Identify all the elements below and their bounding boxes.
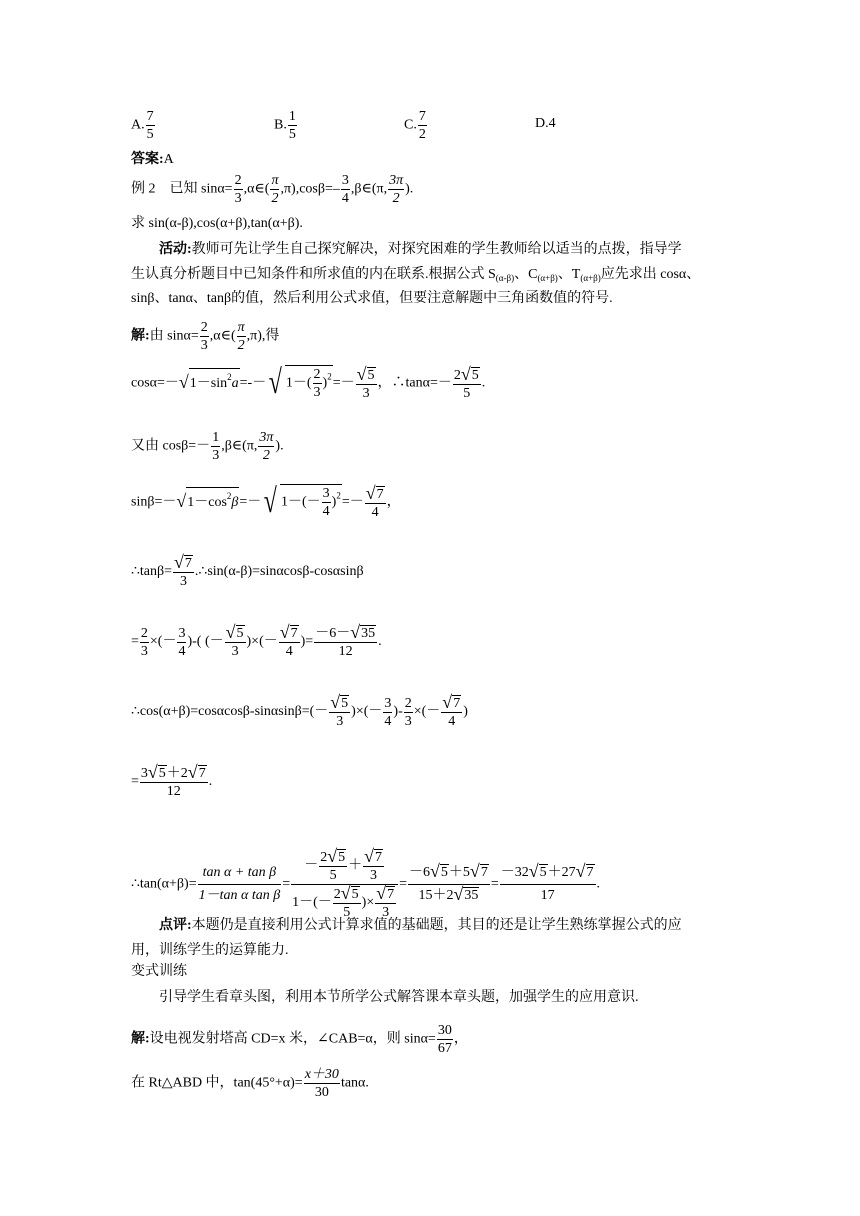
radical-sign: √ xyxy=(330,692,341,712)
text: 1－( xyxy=(285,375,312,391)
radical-sign: √ xyxy=(187,762,198,782)
radical-sign: √ xyxy=(364,846,374,866)
subscript: (α+β) xyxy=(537,273,558,283)
fraction xyxy=(333,885,361,921)
fraction xyxy=(383,695,392,730)
radical-sign: √ xyxy=(365,482,376,503)
fraction xyxy=(234,172,243,207)
text: 1－(－ xyxy=(292,895,332,911)
question-line: 求 sin(α-β),cos(α+β),tan(α+β). xyxy=(131,216,303,231)
denominator: 2 xyxy=(262,448,270,463)
fraction xyxy=(225,624,246,660)
text: ＋5 xyxy=(448,865,470,880)
denominator: 2 xyxy=(271,191,279,206)
answer-value: A xyxy=(163,152,174,167)
numerator xyxy=(225,624,246,643)
radicand: 35 xyxy=(464,888,479,903)
text: 2 xyxy=(333,887,341,902)
fraction xyxy=(211,429,220,464)
superscript: 2 xyxy=(226,490,232,501)
text: 3 xyxy=(140,766,148,781)
superscript: 2 xyxy=(227,371,232,382)
radical-sign: √ xyxy=(442,692,453,712)
text: 、C xyxy=(514,267,538,282)
text: ∴tan(α+β)= xyxy=(131,876,197,892)
denominator: 5 xyxy=(146,127,154,142)
numerator: 3π xyxy=(259,430,274,445)
denominator xyxy=(408,885,490,907)
sin-diff-calc-line xyxy=(131,624,382,660)
denominator: 4 xyxy=(371,504,379,520)
numerator: 2 xyxy=(313,367,321,382)
solution-label: 解: xyxy=(131,1031,150,1047)
radical-sign: √ xyxy=(350,622,361,642)
text: =－ xyxy=(239,494,262,510)
example2-statement xyxy=(131,172,413,207)
text: )-( (－ xyxy=(187,634,224,650)
fraction xyxy=(237,319,246,354)
numerator xyxy=(291,848,398,885)
text: 本题仍是直接利用公式计算求值的基础题，其目的还是让学生熟练掌握公式的应 xyxy=(191,918,682,933)
text: )×(－ xyxy=(246,634,278,650)
radical-sign: √ xyxy=(225,622,236,642)
text: －6 xyxy=(409,865,431,880)
text: . xyxy=(378,634,382,650)
fraction xyxy=(288,108,297,143)
fraction xyxy=(375,885,396,921)
text: )× xyxy=(361,895,375,911)
text: . xyxy=(481,375,486,391)
tan-beta-line xyxy=(131,554,364,590)
text: ×(－ xyxy=(149,634,177,650)
fraction xyxy=(270,172,279,207)
fraction xyxy=(314,624,377,660)
radicand: 35 xyxy=(361,626,376,641)
fraction xyxy=(365,482,386,521)
complex-fraction xyxy=(291,848,398,921)
activity-line-3: sinβ、tanα、tanβ的值，然后利用公式求值，但要注意解题中三角函数值的符号. xyxy=(131,291,613,306)
text: )= xyxy=(300,634,314,650)
radicand: 5 xyxy=(471,367,479,383)
text: = xyxy=(399,876,408,892)
radicand: 5 xyxy=(236,626,244,641)
fraction xyxy=(453,363,481,402)
numerator: π xyxy=(237,320,245,335)
text: ∴tanβ= xyxy=(131,564,173,580)
text: ＋2 xyxy=(166,766,188,781)
radicand: 5 xyxy=(367,367,375,383)
text: 1－(－ xyxy=(280,494,321,510)
fraction xyxy=(329,694,350,730)
denominator: 5 xyxy=(288,127,296,142)
solution-line-1 xyxy=(131,319,279,354)
radical-sign: √ xyxy=(264,482,278,520)
fraction xyxy=(258,429,274,464)
option-d: D.4 xyxy=(535,116,556,131)
radical-sign: √ xyxy=(376,883,387,903)
text: 1－sin xyxy=(189,375,228,391)
radical-sign: √ xyxy=(528,861,539,881)
text: ， xyxy=(386,494,401,510)
denominator: 3 xyxy=(362,385,370,401)
numerator xyxy=(356,363,377,385)
text: 由 sinα= xyxy=(149,328,199,344)
fraction xyxy=(319,848,347,884)
numerator: 3 xyxy=(322,486,330,501)
denominator: 3 xyxy=(140,643,148,659)
numerator: 7 xyxy=(146,109,154,124)
numerator xyxy=(173,554,194,573)
radicand xyxy=(285,365,333,401)
numerator xyxy=(333,885,361,904)
text: . xyxy=(596,876,600,892)
text: β xyxy=(231,494,239,510)
numerator xyxy=(453,363,481,385)
text: )- xyxy=(393,704,403,720)
numerator: x＋30 xyxy=(304,1067,339,1082)
numerator xyxy=(363,848,384,867)
text: ×(－ xyxy=(413,704,441,720)
fraction xyxy=(146,108,155,143)
answer-line xyxy=(131,151,174,169)
option-c-label: C. xyxy=(404,117,417,133)
text: = xyxy=(131,634,139,650)
text: － xyxy=(304,858,319,874)
variation-solution-line xyxy=(131,1022,468,1057)
radical-sign: √ xyxy=(430,861,440,881)
numerator xyxy=(500,862,596,885)
numerator: 7 xyxy=(418,109,426,124)
denominator: 4 xyxy=(285,644,293,659)
numerator: 1 xyxy=(212,430,220,445)
cos-sum-result-line xyxy=(131,764,212,800)
text: ,β∈(π, xyxy=(221,438,258,454)
radical-sign: √ xyxy=(178,371,189,392)
comment-line-2: 用，训练学生的运算能力. xyxy=(131,943,289,958)
radicand: 5 xyxy=(539,865,547,880)
text: ∴cos(α+β)=cosαcosβ-sinαsinβ=(－ xyxy=(131,704,329,720)
fraction xyxy=(304,1066,340,1101)
fraction xyxy=(408,862,490,907)
fraction xyxy=(418,108,427,143)
denominator: 3 xyxy=(404,713,412,729)
numerator xyxy=(365,482,386,504)
numerator xyxy=(329,694,350,713)
radical-sign: √ xyxy=(340,883,351,903)
option-a-label: A. xyxy=(131,117,145,133)
text: =－ xyxy=(332,375,355,391)
answer-label: 答案: xyxy=(131,152,164,167)
radicand: 7 xyxy=(376,486,384,502)
radicand: 7 xyxy=(290,626,298,641)
text: =-－ xyxy=(239,375,267,391)
text: ,π),得 xyxy=(246,328,280,344)
radicand: 7 xyxy=(375,850,382,865)
text: 又由 cosβ=－ xyxy=(131,438,211,454)
text: . xyxy=(208,774,213,790)
fraction xyxy=(173,554,194,590)
numerator: 30 xyxy=(437,1023,452,1038)
superscript: 2 xyxy=(336,490,341,501)
solution-label: 解: xyxy=(131,328,150,344)
denominator: 12 xyxy=(166,784,181,799)
numerator xyxy=(408,862,490,885)
option-c xyxy=(404,108,428,143)
variation-title: 变式训练 xyxy=(131,964,187,979)
text: a xyxy=(231,375,239,391)
text: tanα. xyxy=(340,1075,369,1091)
denominator: 1－tan α tan β xyxy=(198,888,281,903)
radicand: 7 xyxy=(586,865,594,880)
fraction xyxy=(140,625,149,660)
comment-line-1 xyxy=(159,917,682,935)
radical-sign: √ xyxy=(453,884,464,904)
text: 生认真分析题目中已知条件和所求值的内在联系.根据公式 S xyxy=(131,267,496,282)
denominator: 2 xyxy=(418,127,426,142)
activity-line-2 xyxy=(131,266,700,287)
text: 例 2 已知 sinα= xyxy=(131,181,233,197)
text: cosα=－ xyxy=(131,375,179,391)
fraction xyxy=(322,485,331,520)
denominator: 3 xyxy=(370,868,378,883)
numerator xyxy=(140,764,208,783)
radicand: 7 xyxy=(453,696,461,711)
subscript: (α+β) xyxy=(580,273,601,283)
fraction xyxy=(437,1022,453,1057)
radical-sign: √ xyxy=(469,861,480,881)
text: 1－cos xyxy=(187,494,227,510)
denominator: 2 xyxy=(237,338,245,353)
numerator: 2 xyxy=(200,320,208,335)
activity-line-1 xyxy=(159,241,682,259)
numerator xyxy=(441,694,462,713)
cos-alpha-line xyxy=(131,365,485,402)
text: ，∴tanα=－ xyxy=(377,375,452,391)
radicand: 7 xyxy=(387,887,395,902)
denominator: 3 xyxy=(234,191,242,206)
radicand: 7 xyxy=(480,865,488,880)
text: ＋27 xyxy=(547,865,576,880)
fraction xyxy=(441,694,462,730)
text: ， xyxy=(453,1031,468,1047)
fraction xyxy=(363,848,384,884)
text: 2 xyxy=(453,367,461,383)
radicand xyxy=(189,368,240,392)
text: sinβ=－ xyxy=(131,494,177,510)
numerator: 3 xyxy=(341,173,349,188)
text: ,β∈(π, xyxy=(350,181,388,197)
denominator: 17 xyxy=(540,888,555,903)
again-line xyxy=(131,429,284,464)
text: .∴sin(α-β)=sinαcosβ-cosαsinβ xyxy=(194,564,364,580)
denominator: 4 xyxy=(322,504,330,519)
radicand: 5 xyxy=(158,766,166,781)
text: 2 xyxy=(320,850,328,865)
radicand xyxy=(186,487,239,511)
text: ,π),cosβ=– xyxy=(280,181,340,197)
denominator: 30 xyxy=(314,1085,329,1100)
numerator: 2 xyxy=(404,695,412,711)
denominator: 5 xyxy=(343,905,351,920)
denominator: 4 xyxy=(384,713,392,729)
radicand: 5 xyxy=(440,865,448,880)
text: ). xyxy=(405,181,414,197)
fraction xyxy=(341,172,350,207)
text: )×(－ xyxy=(351,704,383,720)
radical-sign: √ xyxy=(279,622,290,642)
radical-sign: √ xyxy=(147,762,158,782)
numerator xyxy=(375,885,396,904)
denominator: 3 xyxy=(382,905,390,920)
fraction xyxy=(198,862,282,907)
numerator: 2 xyxy=(234,173,242,188)
text: ＋ xyxy=(348,858,363,874)
radicand: 5 xyxy=(338,850,346,865)
numerator xyxy=(279,624,300,643)
radical-sign: √ xyxy=(174,552,184,572)
radical-sign: √ xyxy=(176,490,187,511)
denominator: 3 xyxy=(200,338,208,353)
denominator: 5 xyxy=(329,868,337,883)
radicand: 5 xyxy=(341,696,349,711)
radicand: 5 xyxy=(351,887,359,902)
numerator xyxy=(314,624,377,643)
text: = xyxy=(282,876,291,892)
fraction xyxy=(313,366,322,401)
numerator: 2 xyxy=(140,625,148,641)
variation-guide: 引导学生看章头图，利用本节所学公式解答课本章头题，加强学生的应用意识. xyxy=(159,990,639,1005)
numerator: 3 xyxy=(178,625,186,641)
fraction xyxy=(200,319,209,354)
tan-sum-line xyxy=(131,848,600,921)
denominator: 4 xyxy=(178,643,186,659)
numerator: tan α + tan β xyxy=(198,862,282,885)
subscript: (α-β) xyxy=(495,273,515,283)
text: 、T xyxy=(557,267,581,282)
denominator: 3 xyxy=(231,644,239,659)
option-a xyxy=(131,108,156,143)
activity-label: 活动: xyxy=(159,242,192,257)
text: ). xyxy=(275,438,284,454)
fraction xyxy=(177,625,186,660)
rt-triangle-line xyxy=(131,1066,369,1101)
denominator xyxy=(291,885,398,921)
numerator: 3 xyxy=(384,695,392,711)
text: 应先求出 cosα、 xyxy=(600,267,701,282)
denominator: 4 xyxy=(341,191,349,206)
radicand xyxy=(280,484,342,520)
superscript: 2 xyxy=(327,371,332,382)
numerator: 1 xyxy=(288,109,296,124)
text: 在 Rt△ABD 中，tan(45°+α)= xyxy=(131,1075,303,1091)
text: －6－ xyxy=(315,626,351,641)
text: 教师可先让学生自己探究解决，对探究困难的学生教师给以适当的点拨，指导学 xyxy=(191,242,682,257)
fraction xyxy=(404,695,413,730)
text: 15＋2 xyxy=(418,888,454,903)
text: ) xyxy=(331,494,337,510)
radicand: 7 xyxy=(198,766,206,781)
numerator: π xyxy=(271,173,279,188)
option-b-label: B. xyxy=(274,117,287,133)
denominator: 3 xyxy=(179,574,187,589)
text: = xyxy=(490,876,499,892)
radical-sign: √ xyxy=(356,363,367,384)
radical-sign: √ xyxy=(269,363,283,401)
denominator: 3 xyxy=(313,385,321,400)
text: －32 xyxy=(500,865,529,880)
denominator: 3 xyxy=(336,714,344,729)
fraction xyxy=(500,862,596,907)
radical-sign: √ xyxy=(575,861,586,881)
text: =－ xyxy=(341,494,364,510)
text: ,α∈( xyxy=(209,328,236,344)
radical-sign: √ xyxy=(460,363,471,384)
denominator: 3 xyxy=(212,448,220,463)
denominator: 4 xyxy=(448,714,456,729)
numerator: 3π xyxy=(389,173,404,188)
fraction xyxy=(279,624,300,660)
denominator: 2 xyxy=(392,191,400,206)
text: 设电视发射塔高 CD=x 米，∠CAB=α，则 sinα= xyxy=(149,1031,436,1047)
radicand: 7 xyxy=(184,556,192,571)
sin-beta-line xyxy=(131,484,401,521)
text: ,α∈( xyxy=(243,181,270,197)
fraction xyxy=(140,764,208,800)
text: ) xyxy=(322,375,328,391)
text: = xyxy=(131,774,139,790)
denominator: 12 xyxy=(338,644,353,659)
denominator: 67 xyxy=(437,1041,452,1056)
fraction xyxy=(356,363,377,402)
comment-label: 点评: xyxy=(159,918,192,933)
numerator xyxy=(319,848,347,867)
fraction xyxy=(388,172,404,207)
denominator: 5 xyxy=(463,385,471,401)
radical-sign: √ xyxy=(327,846,338,866)
text: ) xyxy=(463,704,468,720)
option-b xyxy=(274,108,298,143)
cos-sum-line xyxy=(131,694,468,730)
